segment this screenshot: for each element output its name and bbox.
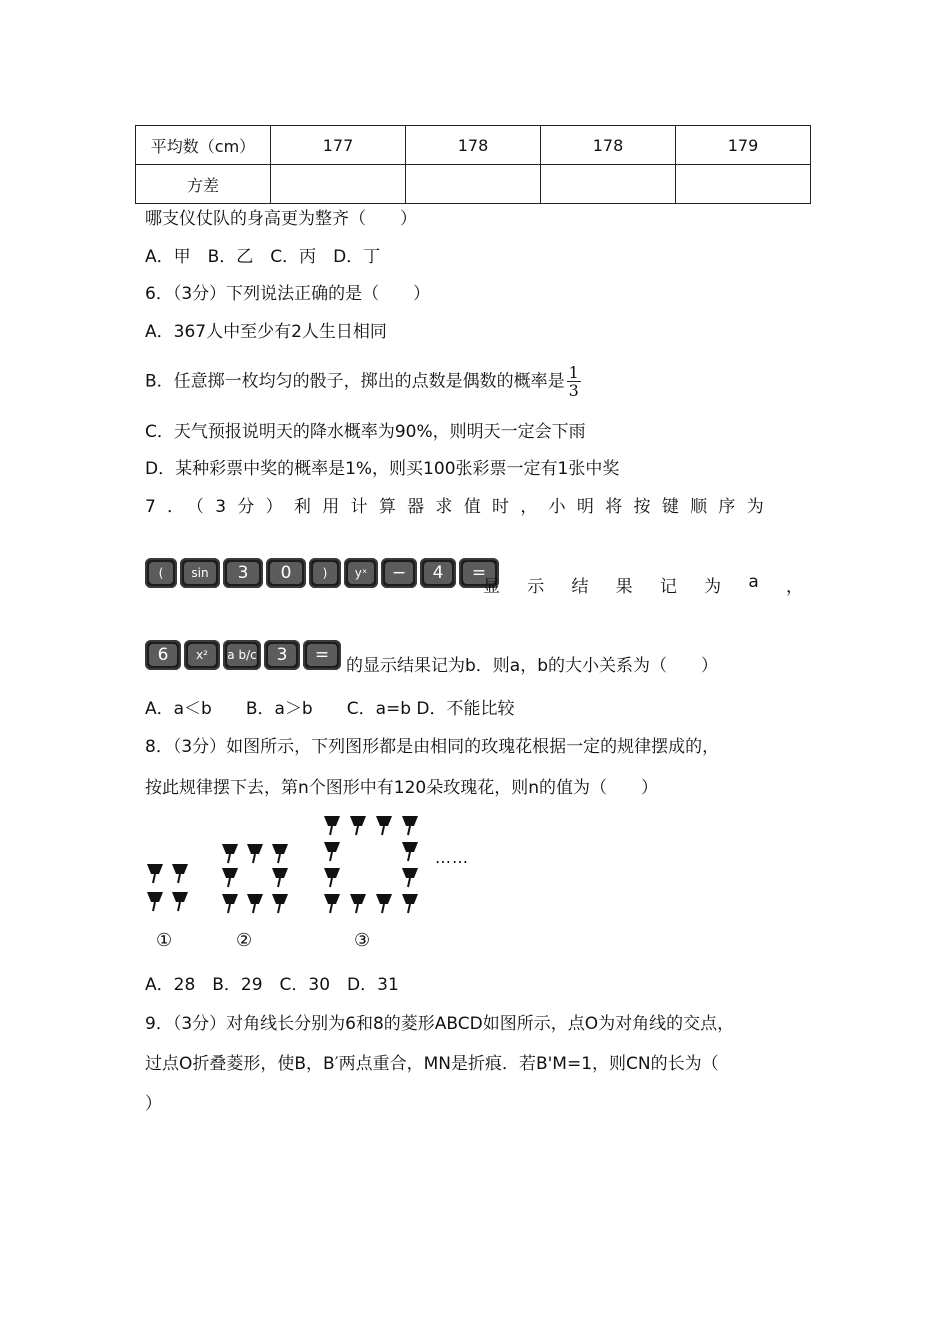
table-cell xyxy=(271,165,406,204)
q8-stem-line2: 按此规律摆下去，第n个图形中有120朵玫瑰花，则n的值为（ ） xyxy=(145,778,658,798)
char: 记 xyxy=(659,577,677,597)
char: 结 xyxy=(571,577,589,597)
key-square: x² xyxy=(184,640,220,670)
row-header: 平均数（cm） xyxy=(136,126,271,165)
key-0: 0 xyxy=(266,558,306,588)
key-3: 3 xyxy=(264,640,300,670)
rose-icon xyxy=(270,866,290,888)
rose-icon xyxy=(374,892,394,914)
fraction-denominator: 3 xyxy=(568,381,579,400)
q6-stem: 6．（3分）下列说法正确的是（ ） xyxy=(145,284,431,304)
q7-options: A．a＜b B．a＞b C．a=b D．不能比较 xyxy=(145,699,515,719)
q6-option-c: C．天气预报说明天的降水概率为90%，则明天一定会下雨 xyxy=(145,422,586,442)
q6-option-b xyxy=(145,364,581,399)
q6-option-a: A．367人中至少有2人生日相同 xyxy=(145,322,387,342)
rose-icon xyxy=(145,890,165,912)
rose-icon xyxy=(400,866,420,888)
table-cell xyxy=(406,165,541,204)
table-cell: 177 xyxy=(271,126,406,165)
char: 显 xyxy=(483,577,500,597)
fraction-numerator: 1 xyxy=(568,363,579,382)
key-3: 3 xyxy=(223,558,263,588)
char: a xyxy=(748,572,759,592)
table-cell: 178 xyxy=(406,126,541,165)
height-stats-table xyxy=(135,125,811,204)
rose-icon xyxy=(145,862,165,884)
key-sin: sin xyxy=(180,558,220,588)
ellipsis: …… xyxy=(435,848,469,867)
q5-options: A．甲 B．乙 C．丙 D．丁 xyxy=(145,247,381,267)
rose-icon xyxy=(220,892,240,914)
rose-icon xyxy=(220,842,240,864)
table-cell: 179 xyxy=(676,126,811,165)
q6-option-d: D．某种彩票中奖的概率是1%，则买100张彩票一定有1张中奖 xyxy=(145,459,620,479)
rose-icon xyxy=(400,814,420,836)
key-close-paren: ) xyxy=(309,558,341,588)
key-fraction: a b/c xyxy=(223,640,261,670)
q7-result-a-text xyxy=(483,572,803,597)
char: 为 xyxy=(704,577,722,597)
char: 示 xyxy=(527,577,545,597)
rose-icon xyxy=(322,866,342,888)
rose-icon xyxy=(270,892,290,914)
q6-option-b-text: B．任意掷一枚均匀的骰子，掷出的点数是偶数的概率是 xyxy=(145,371,565,392)
key-equals: = xyxy=(303,640,341,670)
key-open-paren: ( xyxy=(145,558,177,588)
fraction xyxy=(567,364,581,399)
q9-stem-line3: ） xyxy=(145,1094,162,1114)
key-4: 4 xyxy=(420,558,456,588)
rose-icon xyxy=(348,892,368,914)
calculator-key-sequence-1 xyxy=(145,558,499,588)
rose-icon xyxy=(170,862,190,884)
table-cell: 178 xyxy=(541,126,676,165)
q5-stem: 哪支仪仗队的身高更为整齐（ ） xyxy=(145,209,417,229)
key-power: yˣ xyxy=(344,558,378,588)
char: 果 xyxy=(615,577,633,597)
q9-stem-line1: 9．（3分）对角线长分别为6和8的菱形ABCD如图所示，点O为对角线的交点， xyxy=(145,1014,735,1034)
rose-icon xyxy=(220,866,240,888)
rose-icon xyxy=(245,842,265,864)
table-cell xyxy=(541,165,676,204)
q7-stem: 7．（3分）利用计算器求值时，小明将按键顺序为 xyxy=(145,497,776,517)
figure-label-1: ① xyxy=(156,930,173,951)
rose-icon xyxy=(374,814,394,836)
char: ， xyxy=(785,577,803,597)
q8-stem-line1: 8．（3分）如图所示，下列图形都是由相同的玫瑰花根据一定的规律摆成的， xyxy=(145,737,720,757)
table-cell xyxy=(676,165,811,204)
figure-label-3: ③ xyxy=(354,930,371,951)
rose-icon xyxy=(322,892,342,914)
key-minus: − xyxy=(381,558,417,588)
q9-stem-line2: 过点O折叠菱形，使B，B′两点重合，MN是折痕．若B'M=1，则CN的长为（ xyxy=(145,1054,719,1074)
key-equals: = xyxy=(459,558,499,588)
rose-icon xyxy=(348,814,368,836)
rose-icon xyxy=(270,842,290,864)
rose-icon xyxy=(170,890,190,912)
figure-label-2: ② xyxy=(236,930,253,951)
rose-icon xyxy=(245,892,265,914)
rose-icon xyxy=(322,814,342,836)
key-6: 6 xyxy=(145,640,181,670)
calculator-key-sequence-2 xyxy=(145,640,341,670)
table-row xyxy=(136,126,811,165)
rose-icon xyxy=(322,840,342,862)
q8-options: A．28 B．29 C．30 D．31 xyxy=(145,975,399,995)
rose-icon xyxy=(400,840,420,862)
q7-result-b-text: 的显示结果记为b．则a，b的大小关系为（ ） xyxy=(346,656,718,676)
row-header: 方差 xyxy=(136,165,271,204)
rose-icon xyxy=(400,892,420,914)
table-row xyxy=(136,165,811,204)
